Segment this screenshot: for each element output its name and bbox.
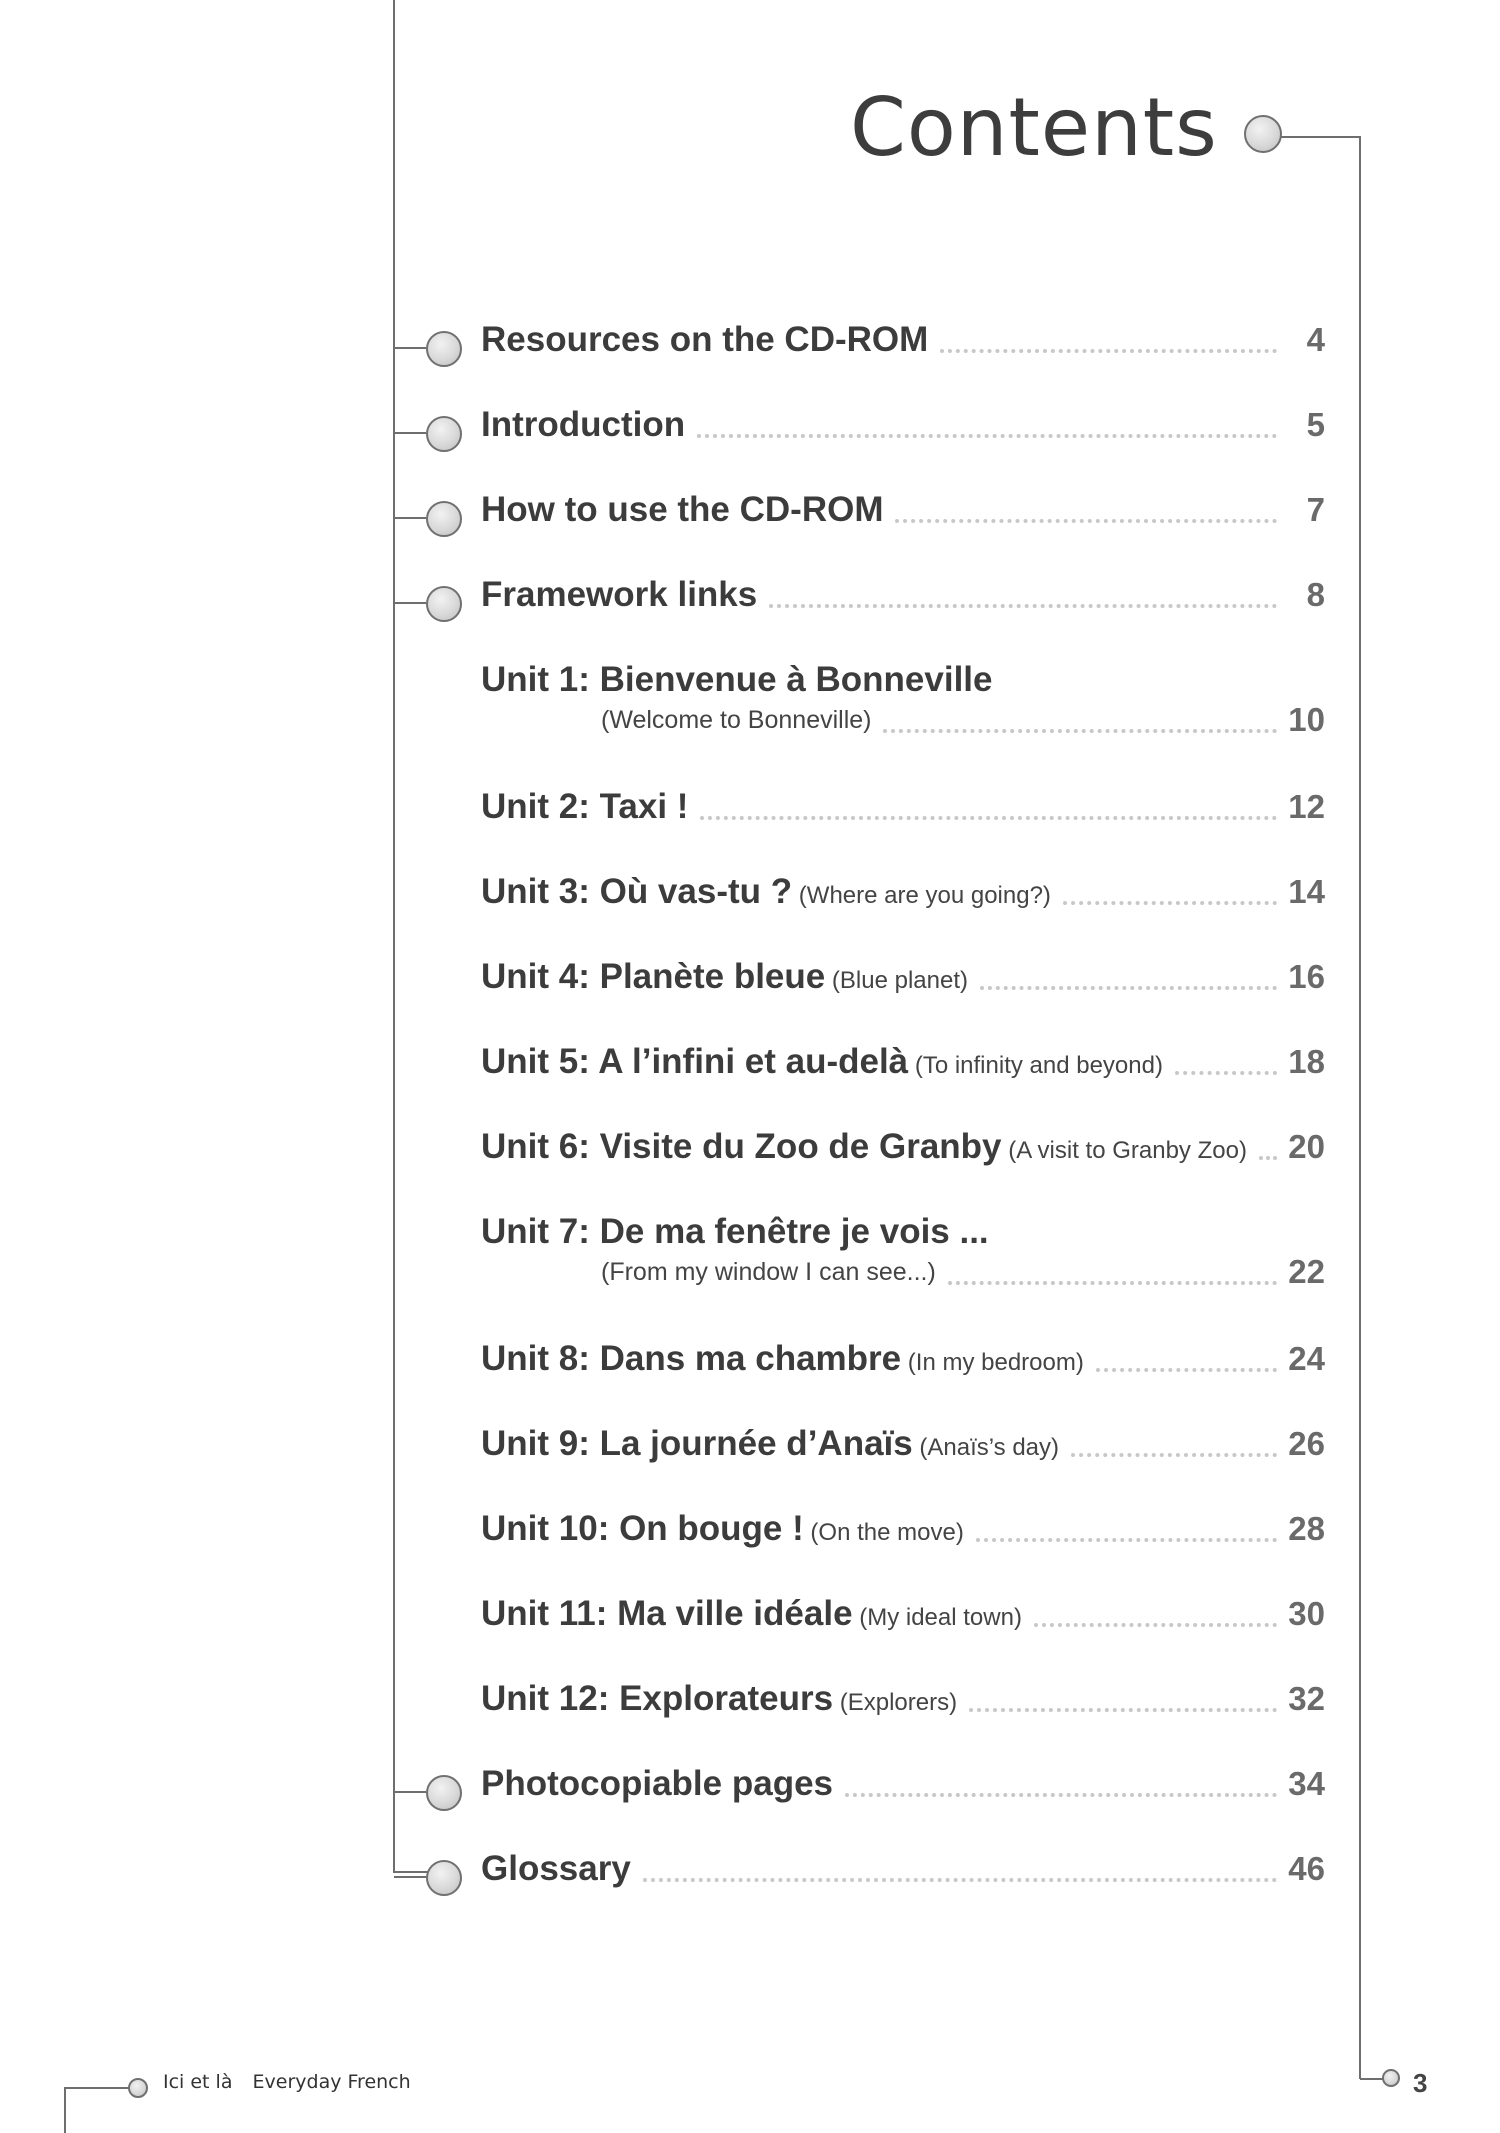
toc-entry — [0, 782, 1500, 842]
toc-entry-title: Unit 12: Explorateurs — [481, 1679, 834, 1718]
toc-entry-translation: (In my bedroom) — [901, 1349, 1084, 1376]
toc-entry — [0, 400, 1500, 460]
toc-entry-translation: (Where are you going?) — [792, 882, 1051, 909]
toc-entry-label — [481, 1674, 957, 1728]
entry-connector-line — [394, 1876, 426, 1878]
toc-dot-leader — [1175, 1071, 1277, 1075]
toc-entry-title: How to use the CD-ROM — [481, 490, 884, 529]
footer-left-line — [64, 2087, 66, 2133]
toc-entry — [0, 1844, 1500, 1904]
toc-dot-leader — [1071, 1453, 1277, 1457]
toc-entry-translation: (On the move) — [803, 1519, 964, 1546]
toc-dot-leader — [643, 1878, 1277, 1882]
toc-dot-leader — [895, 519, 1277, 523]
toc-entry-page: 12 — [1288, 788, 1325, 825]
title-connector-line — [1280, 136, 1360, 138]
toc-dot-leader — [976, 1538, 1277, 1542]
toc-dot-leader — [969, 1708, 1277, 1712]
toc-entry-page: 32 — [1288, 1680, 1325, 1717]
toc-entry — [0, 952, 1500, 1012]
toc-entry — [0, 1334, 1500, 1394]
toc-entry-translation: (Blue planet) — [825, 967, 968, 994]
toc-entry-title: Framework links — [481, 575, 758, 614]
toc-entry-label — [481, 570, 757, 620]
toc-entry-label — [481, 1419, 1059, 1473]
entry-bullet-icon — [426, 416, 462, 452]
toc-dot-leader — [845, 1793, 1277, 1797]
toc-entry-page: 46 — [1288, 1850, 1325, 1887]
toc-entry-page: 18 — [1288, 1043, 1325, 1080]
page-number: 3 — [1413, 2068, 1428, 2098]
entry-connector-line — [394, 432, 426, 434]
toc-dot-leader — [1259, 1156, 1277, 1160]
toc-entry-title: Unit 1: Bienvenue à Bonneville — [481, 660, 993, 699]
entry-bullet-icon — [426, 586, 462, 622]
toc-entry — [0, 1122, 1500, 1182]
toc-entry-page: 7 — [1306, 491, 1325, 528]
toc-entry — [0, 485, 1500, 545]
toc-entry — [0, 1759, 1500, 1819]
toc-dot-leader — [700, 816, 1277, 820]
toc-entry-label — [481, 400, 685, 450]
toc-entry-title: Unit 6: Visite du Zoo de Granby — [481, 1127, 1002, 1166]
entry-bullet-icon — [426, 501, 462, 537]
toc-entry-translation: (Welcome to Bonneville) — [601, 706, 872, 734]
toc-entry — [0, 867, 1500, 927]
toc-entry-page: 28 — [1288, 1510, 1325, 1547]
toc-entry-page: 30 — [1288, 1595, 1325, 1632]
toc-entry-label — [481, 782, 688, 832]
entry-bullet-icon — [426, 1775, 462, 1811]
page-number-bullet-icon — [1382, 2069, 1400, 2087]
toc-entry-title: Introduction — [481, 405, 686, 444]
toc-entry-translation: (Anaïs’s day) — [912, 1434, 1060, 1461]
toc-entry — [0, 1589, 1500, 1649]
toc-entry-page: 14 — [1288, 873, 1325, 910]
toc-entry — [0, 655, 1500, 738]
toc-entry-label — [481, 1759, 833, 1809]
toc-entry-translation: (Explorers) — [833, 1689, 958, 1716]
entry-bullet-icon — [426, 331, 462, 367]
toc-dot-leader — [1063, 901, 1277, 905]
toc-entry-page: 10 — [1288, 701, 1325, 738]
toc-entry-label — [481, 1334, 1084, 1388]
toc-entry-translation: (A visit to Granby Zoo) — [1001, 1137, 1247, 1164]
toc-entry-title: Unit 8: Dans ma chambre — [481, 1339, 902, 1378]
toc-dot-leader — [883, 729, 1277, 733]
toc-entry — [0, 315, 1500, 375]
toc-entry-title: Unit 4: Planète bleue — [481, 957, 826, 996]
entry-connector-line — [394, 1791, 426, 1793]
toc-entry — [0, 1419, 1500, 1479]
toc-entry-label — [481, 1122, 1247, 1176]
toc-dot-leader — [1096, 1368, 1277, 1372]
toc-dot-leader — [980, 986, 1277, 990]
footer-book-title: Everyday French — [252, 2071, 411, 2093]
toc-entry-label — [481, 485, 883, 535]
entry-bullet-icon — [426, 1860, 462, 1896]
toc-entry-label — [481, 1589, 1022, 1643]
page-title: Contents — [850, 81, 1218, 174]
toc-entry-page: 20 — [1288, 1128, 1325, 1165]
toc-entry — [0, 1504, 1500, 1564]
toc-entry-title: Unit 11: Ma ville idéale — [481, 1594, 853, 1633]
entry-connector-line — [394, 602, 426, 604]
toc-entry-page: 34 — [1288, 1765, 1325, 1802]
toc-entry-label — [481, 1504, 964, 1558]
toc-entry-title: Resources on the CD-ROM — [481, 320, 929, 359]
footer-connector-line — [64, 2087, 130, 2089]
footer-series-title: Ici et là — [163, 2071, 233, 2093]
toc-entry-label — [481, 315, 928, 365]
title-bullet-icon — [1244, 115, 1282, 153]
toc-entry — [0, 1207, 1500, 1290]
toc-entry-title: Unit 2: Taxi ! — [481, 787, 689, 826]
toc-entry-page: 5 — [1306, 406, 1325, 443]
toc-dot-leader — [697, 434, 1277, 438]
toc-entry-title: Unit 5: A l’infini et au-delà — [481, 1042, 909, 1081]
toc-entry-title: Unit 9: La journée d’Anaïs — [481, 1424, 913, 1463]
footer-book-info — [163, 2071, 411, 2093]
toc-dot-leader — [940, 349, 1277, 353]
toc-entry-page: 26 — [1288, 1425, 1325, 1462]
toc-entry-page: 16 — [1288, 958, 1325, 995]
toc-entry — [0, 570, 1500, 630]
entry-connector-line — [394, 517, 426, 519]
toc-entry-translation: (My ideal town) — [852, 1604, 1022, 1631]
toc-entry-label — [481, 867, 1051, 921]
toc-entry — [0, 1037, 1500, 1097]
toc-entry-translation: (To infinity and beyond) — [908, 1052, 1163, 1079]
toc-entry-title: Unit 7: De ma fenêtre je vois ... — [481, 1212, 989, 1251]
toc-entry-page: 22 — [1288, 1253, 1325, 1290]
footer-bullet-icon — [128, 2078, 148, 2098]
toc-entry-label — [481, 1037, 1163, 1091]
toc-entry-title: Unit 3: Où vas-tu ? — [481, 872, 793, 911]
entry-connector-line — [394, 347, 426, 349]
toc-entry-title: Glossary — [481, 1849, 631, 1888]
toc-dot-leader — [1034, 1623, 1277, 1627]
toc-dot-leader — [948, 1281, 1277, 1285]
toc-entry-title: Photocopiable pages — [481, 1764, 833, 1803]
toc-entry-page: 24 — [1288, 1340, 1325, 1377]
toc-entry-label — [481, 952, 968, 1006]
toc-entry-title: Unit 10: On bouge ! — [481, 1509, 804, 1548]
toc-entry-page: 8 — [1306, 576, 1325, 613]
toc-entry-translation: (From my window I can see...) — [601, 1258, 936, 1286]
toc-entry-label — [481, 1844, 631, 1894]
toc-dot-leader — [769, 604, 1277, 608]
toc-entry — [0, 1674, 1500, 1734]
toc-entry-page: 4 — [1306, 321, 1325, 358]
